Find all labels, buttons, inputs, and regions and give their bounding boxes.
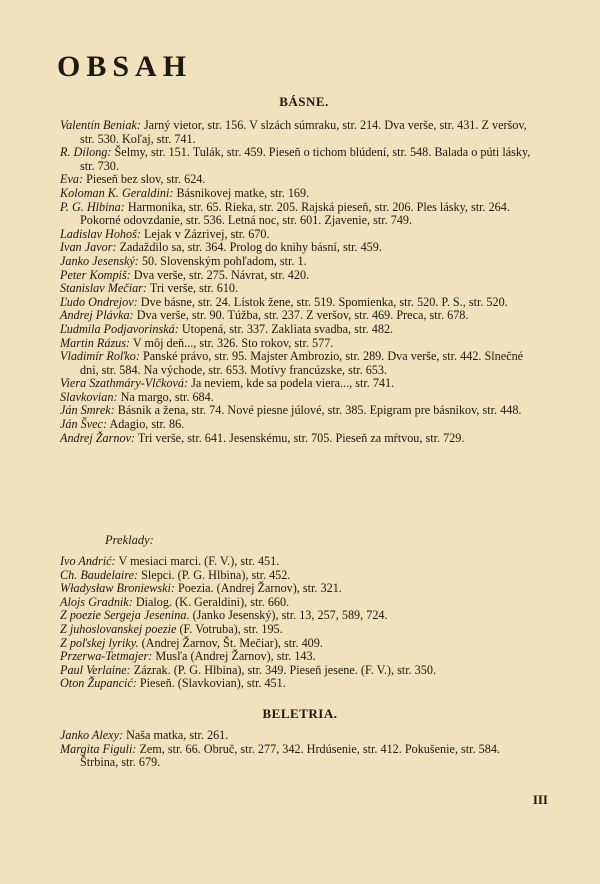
- toc-entry: [60, 201, 540, 228]
- toc-works: Zázrak. (P. G. Hlbina), str. 349. Pieseň jesene. (F. V.), str. 350.: [130, 662, 437, 677]
- toc-author: Valentín Beniak:: [60, 118, 141, 132]
- toc-entry: [60, 555, 540, 569]
- toc-author: Z juhoslovanskej poezie: [60, 621, 177, 636]
- toc-works: (F. Votruba), str. 195.: [176, 621, 283, 636]
- toc-author: Alojs Gradnik:: [60, 594, 133, 609]
- toc-author: R. Dilong:: [60, 145, 112, 160]
- toc-entry: [60, 255, 540, 269]
- toc-entry: [60, 337, 540, 351]
- toc-works: Tri verše, str. 610.: [147, 281, 239, 296]
- section-heading-beletria: BELETRIA.: [262, 706, 338, 721]
- toc-entry: [60, 637, 540, 651]
- toc-entry: [60, 650, 540, 664]
- toc-works: Musľa (Andrej Žarnov), str. 143.: [152, 649, 316, 664]
- toc-author: Przerwa-Tetmajer:: [60, 649, 153, 664]
- toc-entry: [60, 323, 540, 337]
- toc-author: Ladislav Hohoš:: [60, 226, 141, 241]
- toc-entry: [60, 418, 540, 432]
- toc-works: Zem, str. 66. Obruč, str. 277, 342. Hrdúsenie, str. 412. Pokušenie, str. 584. Štrbina, str. 679.: [80, 741, 500, 770]
- toc-author: Z poľskej lyriky.: [60, 635, 139, 650]
- toc-entry: [60, 296, 540, 310]
- toc-works: Utopená, str. 337. Zakliata svadba, str. 482.: [178, 321, 394, 336]
- toc-author: Ivan Javor:: [60, 240, 117, 255]
- toc-author: Koloman K. Geraldini:: [60, 185, 174, 200]
- toc-entry: [60, 729, 540, 743]
- toc-entry: [60, 677, 540, 691]
- toc-entry: [60, 596, 540, 610]
- toc-works: Dva verše, str. 275. Návrat, str. 420.: [130, 267, 310, 282]
- toc-works: Lejak v Zázrivej, str. 670.: [140, 226, 270, 241]
- toc-entry: [60, 609, 540, 623]
- toc-entry: [60, 432, 540, 446]
- toc-author: Władysław Broniewski:: [60, 581, 175, 596]
- toc-works: Dve básne, str. 24. Lístok žene, str. 519. Spomienka, str. 520. P. S., str. 520.: [137, 294, 508, 309]
- toc-entry: [60, 309, 540, 323]
- toc-author: Ján Smrek:: [60, 403, 115, 418]
- toc-works: Pieseň bez slov, str. 624.: [83, 172, 206, 187]
- toc-author: Oton Župancić:: [60, 676, 137, 691]
- toc-works: Poezia. (Andrej Žarnov), str. 321.: [174, 581, 342, 596]
- toc-author: Z poezie Sergeja Jesenina.: [60, 608, 190, 623]
- toc-works: V mesiaci marci. (F. V.), str. 451.: [115, 554, 280, 568]
- section-heading-preklady: Preklady:: [105, 533, 154, 547]
- page-number: III: [532, 792, 548, 807]
- toc-works: Pieseň. (Slavkovian), str. 451.: [136, 676, 286, 691]
- toc-works: Básnikovej matke, str. 169.: [173, 185, 310, 200]
- toc-works: Slepci. (P. G. Hlbina), str. 452.: [138, 567, 291, 582]
- toc-works: Ja neviem, kde sa podela viera..., str. 741.: [188, 376, 395, 391]
- toc-entry: [60, 664, 540, 678]
- toc-works: Šelmy, str. 151. Tulák, str. 459. Pieseň o tichom blúdení, str. 548. Balada o púti lásky, str. 730.: [80, 145, 531, 173]
- toc-entry: [60, 623, 540, 637]
- toc-author: Ján Švec:: [60, 417, 108, 432]
- toc-entry: [60, 228, 540, 242]
- toc-author: Andrej Žarnov:: [60, 430, 136, 445]
- toc-author: Janko Alexy:: [60, 728, 124, 742]
- toc-works: Jarný vietor, str. 156. V slzách súmraku, str. 214. Dva verše, str. 431. Z veršov, str. 530. Koľaj, str. 741.: [80, 118, 527, 146]
- toc-author: Margita Figuli:: [60, 741, 137, 756]
- toc-author: Eva:: [60, 172, 84, 187]
- toc-works: 50. Slovenským pohľadom, str. 1.: [138, 253, 307, 268]
- toc-author: Stanislav Mečiar:: [60, 281, 147, 296]
- toc-works: Panské právo, str. 95. Majster Ambrozio, str. 289. Dva verše, str. 442. Slnečné dni, str. 584. Na východe, str. 653. Motívy francúzske, str. 653.: [80, 349, 524, 377]
- toc-works: Harmonika, str. 65. Rieka, str. 205. Rajská pieseň, str. 206. Ples lásky, str. 264. Pokorné odovzdanie, str. 536. Letná noc, str. 601. Zjavenie, str. 749.: [80, 199, 510, 228]
- toc-entry: [60, 743, 540, 770]
- toc-works: Dva verše, str. 90. Túžba, str. 237. Z veršov, str. 469. Preca, str. 678.: [133, 308, 469, 323]
- toc-author: Janko Jesenský:: [60, 253, 139, 268]
- list-preklady: [60, 555, 540, 691]
- toc-works: Tri verše, str. 641. Jesenskému, str. 705. Pieseň za mŕtvou, str. 729.: [135, 430, 465, 445]
- toc-author: Peter Kompiš:: [60, 267, 131, 282]
- toc-author: Viera Szathmáry-Vlčková:: [60, 376, 189, 391]
- toc-author: P. G. Hlbina:: [60, 199, 125, 214]
- toc-author: Vladimír Roľko:: [60, 349, 140, 364]
- toc-author: Martin Rázus:: [60, 335, 131, 350]
- toc-entry: [60, 569, 540, 583]
- toc-entry: [60, 582, 540, 596]
- toc-works: Naša matka, str. 261.: [123, 728, 229, 742]
- toc-author: Ľudmila Podjavorinská:: [60, 321, 179, 336]
- toc-entry: [60, 269, 540, 283]
- toc-author: Andrej Plávka:: [60, 308, 134, 323]
- page-title: OBSAH: [57, 50, 193, 83]
- toc-works: (Janko Jesenský), str. 13, 257, 589, 724.: [189, 608, 388, 623]
- toc-entry: [60, 404, 540, 418]
- section-heading-basne: BÁSNE.: [279, 94, 329, 109]
- toc-works: Na margo, str. 684.: [117, 389, 214, 404]
- toc-entry: [60, 377, 540, 391]
- toc-works: Zadaždilo sa, str. 364. Prolog do knihy básní, str. 459.: [116, 240, 382, 255]
- toc-author: Slavkovian:: [60, 389, 118, 404]
- toc-entry: [60, 391, 540, 405]
- toc-author: Ch. Baudelaire:: [60, 567, 139, 582]
- toc-author: Ivo Andrić:: [60, 554, 116, 568]
- toc-entry: [60, 241, 540, 255]
- list-basne: [60, 119, 540, 445]
- toc-entry: [60, 119, 540, 146]
- toc-author: Ľudo Ondrejov:: [60, 294, 138, 309]
- toc-works: Dialog. (K. Geraldini), str. 660.: [132, 594, 290, 609]
- list-beletria: [60, 729, 540, 770]
- toc-author: Paul Verlaine:: [60, 662, 131, 677]
- toc-works: V môj deň..., str. 326. Sto rokov, str. 577.: [130, 335, 334, 350]
- toc-entry: [60, 146, 540, 173]
- toc-entry: [60, 282, 540, 296]
- toc-works: Básnik a žena, str. 74. Nové piesne júlové, str. 385. Epigram pre básnikov, str. 448.: [114, 403, 522, 418]
- toc-entry: [60, 187, 540, 201]
- toc-works: Adagio, str. 86.: [107, 417, 185, 432]
- toc-entry: [60, 350, 540, 377]
- toc-works: (Andrej Žarnov, Št. Mečiar), str. 409.: [138, 635, 323, 650]
- toc-entry: [60, 173, 540, 187]
